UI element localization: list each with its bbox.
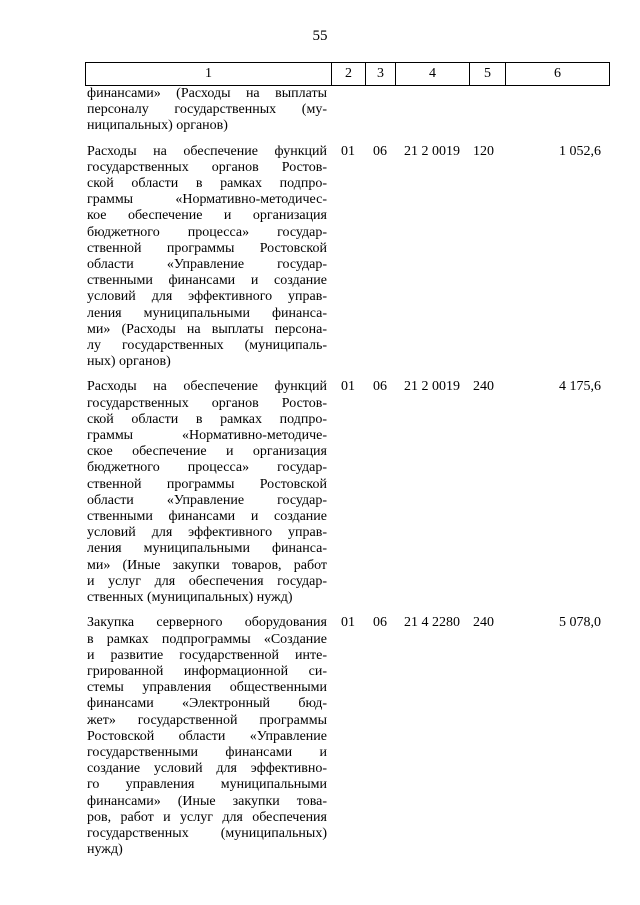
table-row (85, 144, 610, 371)
description-line: государственных (муниципальных) (87, 825, 327, 841)
table-row (85, 379, 610, 606)
row-description (85, 379, 331, 606)
description-line: ми» (Расходы на выплаты персона- (87, 321, 327, 337)
cell-vr: 120 (473, 143, 494, 159)
description-line: лу государственных (муниципаль- (87, 338, 327, 354)
cell-rz: 01 (341, 379, 355, 395)
cell-pr: 06 (373, 143, 387, 159)
description-line: стемы управления общественными (87, 680, 327, 696)
description-line: Ростовской области «Управление (87, 728, 327, 744)
description-line: ственными финансами и создание (87, 273, 327, 289)
row-description (85, 144, 331, 371)
table-row (85, 615, 610, 858)
row-description (85, 86, 331, 135)
description-line: финансами» (Иные закупки това- (87, 793, 327, 809)
description-line: бюджетного процесса» государ- (87, 224, 327, 240)
header-col-3: 3 (366, 63, 396, 85)
cell-sum: 1 052,6 (559, 143, 601, 159)
description-line: ления муниципальными финанса- (87, 541, 327, 557)
description-line: и услуг для обеспечения государ- (87, 573, 327, 589)
description-line: грированной информационной си- (87, 663, 327, 679)
description-line: кое обеспечение и организация (87, 208, 327, 224)
description-line: ственной программы Ростовской (87, 240, 327, 256)
cell-sum: 5 078,0 (559, 615, 601, 631)
description-line: ской области в рамках подпро- (87, 411, 327, 427)
cell-pr: 06 (373, 379, 387, 395)
header-col-6: 6 (554, 66, 561, 81)
description-line: ных) органов) (87, 354, 171, 370)
description-line: государственных органов Ростов- (87, 395, 327, 411)
cell-csr: 21 2 0019 (404, 379, 460, 395)
cell-rz: 01 (341, 143, 355, 159)
description-line: персоналу государственных (му- (87, 102, 327, 118)
page-number: 55 (312, 28, 328, 44)
description-line: ми» (Иные закупки товаров, работ (87, 557, 327, 573)
cell-sum: 4 175,6 (559, 379, 601, 395)
row-description (85, 615, 331, 858)
description-line: ственной программы Ростовской (87, 476, 327, 492)
description-line: в рамках подпрограммы «Создание (87, 631, 327, 647)
description-line: ственными финансами и создание (87, 509, 327, 525)
description-line: ской области в рамках подпро- (87, 176, 327, 192)
description-line: государственными финансами и (87, 744, 327, 760)
description-line: ров, работ и услуг для обеспечения (87, 809, 327, 825)
description-line: государственных органов Ростов- (87, 159, 327, 175)
table-header (85, 62, 610, 86)
table-body (85, 86, 610, 858)
cell-vr: 240 (473, 379, 494, 395)
cell-pr: 06 (373, 615, 387, 631)
description-line: области «Управление государ- (87, 492, 327, 508)
description-line: граммы «Нормативно-методичес- (87, 192, 327, 208)
description-line: ления муниципальными финанса- (87, 305, 327, 321)
description-line: ственных (муниципальных) нужд) (87, 590, 293, 606)
header-col-1: 1 (86, 63, 332, 85)
description-line: и развитие государственной инте- (87, 647, 327, 663)
cell-csr: 21 4 2280 (404, 615, 460, 631)
cell-rz: 01 (341, 615, 355, 631)
description-line: го управления муниципальными (87, 777, 327, 793)
cell-vr: 240 (473, 615, 494, 631)
description-line: области «Управление государ- (87, 257, 327, 273)
header-col-2: 2 (332, 63, 366, 85)
description-line: жет» государственной программы (87, 712, 327, 728)
description-line: бюджетного процесса» государ- (87, 460, 327, 476)
description-line: ниципальных) органов) (87, 118, 228, 134)
description-line: создание условий для эффективно- (87, 761, 327, 777)
description-line: нужд) (87, 842, 123, 858)
description-line: ское обеспечение и организация (87, 444, 327, 460)
description-line: финансами «Электронный бюд- (87, 696, 327, 712)
description-line: граммы «Нормативно-методиче- (87, 428, 327, 444)
header-col-4: 4 (396, 63, 470, 85)
description-line: Расходы на обеспечение функций (87, 143, 327, 159)
cell-csr: 21 2 0019 (404, 143, 460, 159)
description-line: Расходы на обеспечение функций (87, 379, 327, 395)
description-line: условий для эффективного управ- (87, 289, 327, 305)
table-row-continuation (85, 86, 610, 135)
header-col-5: 5 (470, 63, 506, 85)
description-line: финансами» (Расходы на выплаты (87, 86, 327, 101)
description-line: условий для эффективного управ- (87, 525, 327, 541)
description-line: Закупка серверного оборудования (87, 615, 327, 631)
